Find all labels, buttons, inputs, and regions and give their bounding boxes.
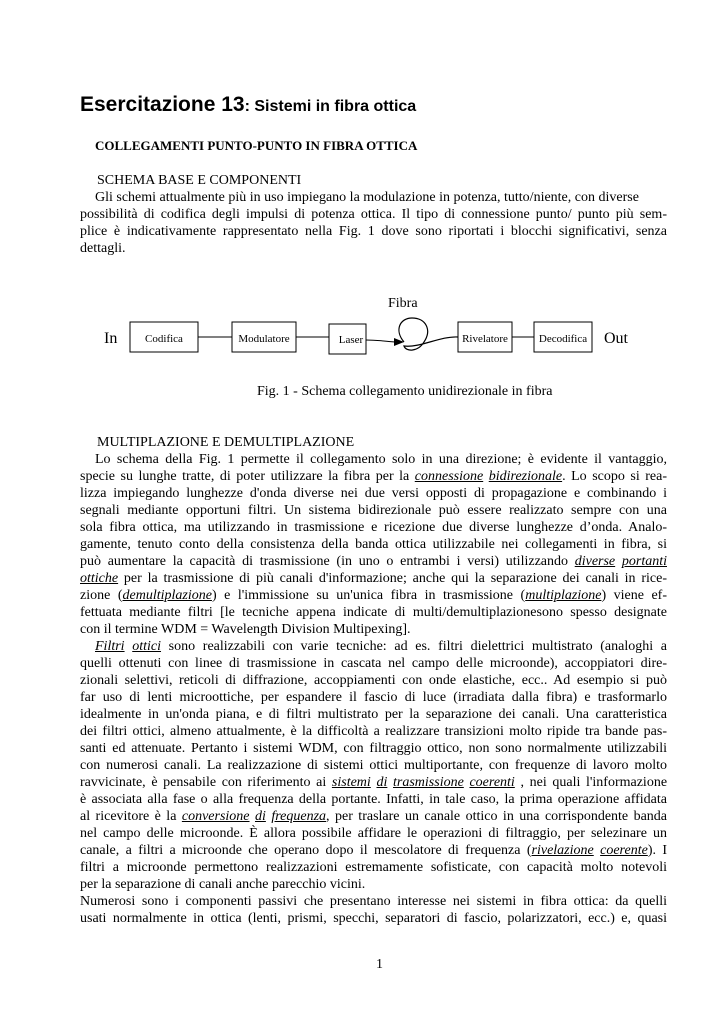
- paragraph-line: con il termine WDM = Wavelength Division Multipexing].: [80, 622, 411, 637]
- title-subtitle: : Sistemi in fibra ottica: [244, 98, 417, 115]
- paragraph-line: è associata alla fase o alla frequenza della portante. Infatti, in tale caso, la prima operazione affidata: [80, 792, 667, 807]
- block-modulatore: [232, 322, 296, 352]
- paragraph-line: canale, a filtri a microonde che operano dopo il mescolatore di frequenza (rivelazione coerente). I: [80, 843, 668, 858]
- paragraph-line: Numerosi sono i componenti passivi che presentano interesse nei sistemi in fibra ottica: da quelli: [80, 894, 667, 909]
- paragraph-line: zionali selettivi, reticoli di diffrazione, accoppiamenti con onde elastiche, ecc.. Ad esempio si può: [80, 673, 667, 688]
- page-number: 1: [376, 957, 383, 972]
- paragraph-line: Gli schemi attualmente più in uso impiegano la modulazione in potenza, tutto/niente, con diverse: [95, 190, 639, 205]
- subsection-heading: MULTIPLAZIONE E DEMULTIPLAZIONE: [97, 435, 355, 450]
- fibra-label: Fibra: [388, 296, 418, 311]
- paragraph-line: al ricevitore è la conversione di frequenza, per traslare un canale ottico in una corrispondente banda: [80, 809, 668, 824]
- paragraph-line: nel campo delle microonde. È allora possibile affidare le operazioni di filtraggio, per selezinare un: [80, 826, 667, 841]
- paragraph-line: gamente, tenuto conto della consistenza della banda ottica utilizzabile nei collegamenti in fibra, si: [80, 537, 667, 552]
- block-codifica: [130, 322, 198, 352]
- paragraph-line: segnali mediante opportuni filtri. Un sistema bidirezionale può essere realizzato sempre con una: [80, 503, 667, 518]
- fiber-loop: [399, 318, 458, 350]
- paragraph-line: sola fibra ottica, ma utilizzando in trasmissione e ricezione due diverse lunghezze d’onda. Analo-: [80, 520, 667, 535]
- block-label: Codifica: [145, 333, 183, 345]
- paragraph-line: dei filtri ottici, almeno attualmente, è la difficoltà a realizzare transizioni molto ripide tra bande pas-: [80, 724, 667, 739]
- paragraph-line: ottiche per la trasmissione di più canali d'informazione; anche qui la separazione dei canali in rice-: [80, 571, 667, 586]
- block-label: Rivelatore: [462, 333, 508, 345]
- block-label: Modulatore: [238, 333, 290, 345]
- paragraph-line: Lo schema della Fig. 1 permette il collegamento solo in una direzione; è evidente il vantaggio,: [95, 452, 667, 467]
- paragraph-line: plice è indicativamente rappresentato nella Fig. 1 dove sono riportati i blocchi significativi, senza: [80, 224, 667, 239]
- paragraph-line: fettuata mediante filtri [le tecniche appena indicate di multi/demultiplazionesono spesso designate: [80, 605, 667, 620]
- paragraph-line: può aumentare la capacità di trasmissione (in uno o entrambi i versi) utilizzando diverse portanti: [80, 554, 667, 569]
- title-main: Esercitazione 13: [80, 93, 245, 116]
- paragraph-line: idealmente in un'onda piana, e di filtri multistrato per la separazione dei canali. Una caratteristica: [80, 707, 667, 722]
- block-label: Laser: [338, 334, 364, 346]
- paragraph-line: quelli ottenuti con linee di trasmissione in cascata nel campo delle microonde), accoppiatori dire-: [80, 656, 667, 671]
- block-rivelatore: [458, 322, 512, 352]
- page-title: [80, 93, 416, 117]
- paragraph-line: con numerosi canali. La realizzazione di sistemi ottici multiportante, con frequenze di lavoro molto: [80, 758, 667, 773]
- section-heading: COLLEGAMENTI PUNTO-PUNTO IN FIBRA OTTICA: [95, 138, 418, 153]
- paragraph-line: filtri a microonde permettono realizzazioni estremamente sofisticate, con capacità molto notevoli: [80, 860, 667, 875]
- paragraph-line: santi ed attenuate. Pertanto i sistemi WDM, con filtraggio ottico, non sono normalmente utilizzabili: [80, 741, 667, 756]
- paragraph-line: far uso di lenti microottiche, per espandere il fascio di luce (irradiata dalla fibra) e trasformarlo: [80, 690, 667, 705]
- paragraph-line: zione (demultiplazione) e l'immissione su un'unica fibra in trasmissione (multiplazione) viene ef-: [80, 588, 667, 603]
- out-label: Out: [604, 330, 628, 347]
- paragraph-line: possibilità di codifica degli impulsi di potenza ottica. Il tipo di connessione punto/ punto più sem-: [80, 207, 667, 222]
- figure-caption: Fig. 1 - Schema collegamento unidirezionale in fibra: [257, 384, 553, 399]
- in-label: In: [104, 330, 118, 347]
- paragraph-line: lizza impiegando lunghezze d'onda diverse nei due versi opposti di propagazione e combinando i: [80, 486, 667, 501]
- block-decodifica: [534, 322, 592, 352]
- block-laser: [329, 324, 366, 354]
- paragraph-line: Filtri ottici sono realizzabili con varie tecniche: ad es. filtri dielettrici multistrato (analoghi a: [95, 639, 667, 654]
- paragraph-line: per la separazione di canali anche parecchio vicini.: [80, 877, 366, 892]
- subsection-heading: SCHEMA BASE E COMPONENTI: [97, 173, 302, 188]
- paragraph-line: usati normalmente in ottica (lenti, prismi, specchi, separatori di fascio, polarizzatori, ecc.) e, quasi: [80, 911, 667, 926]
- paragraph-line: ravvicinate, è pensabile con riferimento ai sistemi di trasmissione coerenti , nei quali l'informazione: [80, 775, 668, 790]
- block-label: Decodifica: [538, 333, 588, 345]
- paragraph-line: dettagli.: [80, 241, 126, 256]
- paragraph-line: specie su lunghe tratte, di poter utilizzare la fibra per la connessione bidirezionale. Lo scopo si rea-: [80, 469, 667, 484]
